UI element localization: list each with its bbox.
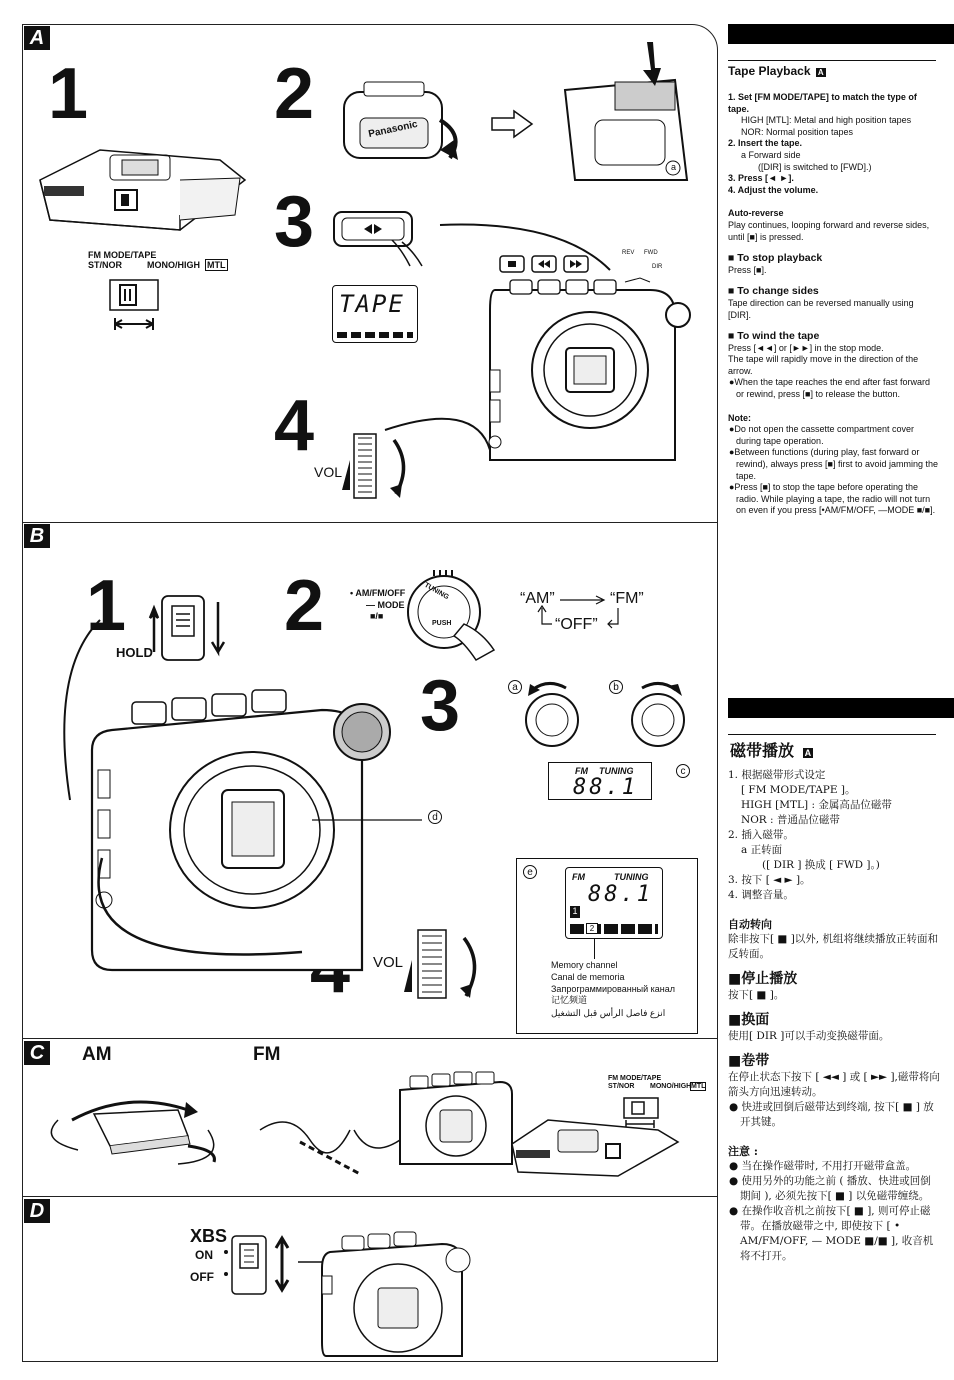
- am-rotate-illustration: [38, 1080, 228, 1170]
- english-header-bar: [728, 24, 954, 44]
- zh-note-1: ● 当在操作磁带时, 不用打开磁带盒盖。: [729, 1160, 917, 1172]
- step-a2-number: 2: [274, 54, 315, 134]
- step-b2-number: 2: [284, 566, 325, 646]
- xbs-label: XBS: [190, 1226, 228, 1246]
- step-b3-number: 3: [420, 666, 461, 746]
- en-auto-heading: Auto-reverse: [728, 208, 784, 219]
- memory-pointer: [594, 939, 595, 959]
- lcd-mem-bar: [570, 924, 658, 934]
- fm-mode-tape-label: FM MODE/TAPE: [88, 250, 157, 260]
- section-a-badge: A: [24, 26, 50, 50]
- mode-label: — MODE: [366, 600, 405, 610]
- step-a1-number: 1: [48, 54, 89, 134]
- en-note-heading: Note:: [728, 412, 751, 423]
- mono-high-label-c: MONO/HIGH: [650, 1083, 692, 1090]
- chinese-title-text: 磁带播放: [730, 741, 795, 760]
- volume-dial-a[interactable]: [340, 430, 420, 500]
- english-instructions: [728, 92, 938, 517]
- en-note-3: ●Press [■] to stop the tape before operating the radio. While playing a tape, the radio will not turn on even if you press [•AM/FM/OFF, —MODE ■/■].: [729, 482, 936, 516]
- zh-step2-a: a 正转面: [741, 844, 783, 856]
- volume-dial-b[interactable]: [402, 926, 492, 1002]
- zh-note-2: ● 使用另外的功能之前 ( 播放、快进或回倒期间 ), 必须先按下[ ■ ] 以免磁带缠绕。: [729, 1175, 931, 1202]
- divider-c-d: [22, 1196, 718, 1197]
- zh-step2-b: ([ DIR ] 换成 [ FWD ]。): [762, 859, 880, 871]
- callout-a-b: a: [508, 680, 522, 694]
- callout-d: d: [428, 810, 442, 824]
- memory-channel-box: [516, 858, 698, 1034]
- zh-step4: 4. 调整音量。: [728, 889, 794, 901]
- mono-high-label: MONO/HIGH: [147, 260, 200, 270]
- am-fm-off-label: • AM/FM/OFF: [350, 588, 406, 598]
- en-stop-heading: ■ To stop playback: [728, 252, 823, 265]
- divider-b-c: [22, 1038, 718, 1039]
- zh-wind-heading: ■卷带: [728, 1053, 770, 1069]
- tuning-text-b2: TUNING: [423, 581, 450, 602]
- zh-step1: 1. 根据磁带形式设定: [728, 769, 826, 781]
- fwd-label: FWD: [644, 250, 658, 256]
- memory-en: Memory channel: [551, 960, 618, 970]
- zh-stop-text: 按下[ ■ ]。: [728, 989, 785, 1001]
- zh-wind-text1: 在停止状态下按下 [ ◄◄ ] 或 [ ►► ],磁带将向箭头方向迅速转动。: [728, 1071, 940, 1098]
- english-title-rule: [728, 60, 936, 61]
- fm-mode-tape-label-c: FM MODE/TAPE: [608, 1075, 662, 1082]
- zh-step2: 2. 插入磁带。: [728, 829, 794, 841]
- lcd-fm-label-2: FM: [572, 872, 585, 882]
- chinese-title-rule: [728, 734, 936, 735]
- zh-auto-heading: 自动转向: [728, 918, 772, 931]
- english-title-text: Tape Playback: [728, 64, 811, 78]
- en-step2: 2. Insert the tape.: [728, 138, 803, 149]
- hold-arc-line: [40, 610, 110, 810]
- callout-a-tape: a: [671, 162, 677, 172]
- mode-cycle-arrows: [530, 596, 640, 636]
- fm-tuning-lcd: [548, 762, 652, 800]
- st-nor-label: ST/NOR: [88, 260, 123, 270]
- hold-switch-icon[interactable]: [148, 592, 238, 666]
- mtl-badge-c: MTL: [691, 1083, 706, 1090]
- en-note-2: ●Between functions (during play, fast forward or rewind), always press [■] first to avoid jamming the tape.: [729, 447, 939, 481]
- lcd-freq-1: 88.1: [573, 775, 638, 800]
- en-step4: 4. Adjust the volume.: [728, 184, 819, 195]
- en-step1-nor: NOR: Normal position tapes: [741, 126, 854, 137]
- section-b-badge: B: [24, 524, 50, 548]
- seq-am: “AM”: [520, 590, 555, 607]
- zh-step3: 3. 按下 [ ◄ ► ]。: [728, 874, 811, 886]
- zh-note-3: ● 在操作收音机之前按下[ ■ ], 则可停止磁带。在播放磁带之中, 即使按下 [ • AM/FM/OFF, — MODE ■/■ ], 收音机将不打开。: [729, 1205, 934, 1262]
- lcd-mem-2: 2: [586, 923, 598, 934]
- lcd-freq-2: 88.1: [588, 882, 653, 907]
- fm-earphone-illustration: [250, 1070, 520, 1180]
- en-step3: 3. Press [◄ ►].: [728, 173, 794, 184]
- callout-c: c: [676, 764, 690, 778]
- zh-sides-heading: ■换面: [728, 1012, 770, 1028]
- lcd-fm-label-1: FM: [575, 766, 588, 776]
- english-title-badge: A: [817, 68, 824, 77]
- en-step2-b: ([DIR] is switched to [FWD].): [758, 161, 872, 172]
- radio-body-illustration: [72, 670, 412, 990]
- memory-ar: انزع فاصل الرأس قبل التشغيل: [551, 1008, 666, 1018]
- vol-label-a: VOL: [314, 464, 343, 480]
- dir-label: DIR: [652, 264, 663, 270]
- step-a3-number: 3: [274, 182, 315, 262]
- st-nor-label-c: ST/NOR: [608, 1083, 635, 1090]
- callout-e: e: [523, 865, 537, 879]
- en-sides-text: Tape direction can be reversed manually using [DIR].: [728, 297, 914, 320]
- en-wind-text3: ●When the tape reaches the end after fast forward or rewind, press [■] to release the button.: [729, 377, 931, 400]
- insert-tape-illustration: [555, 40, 695, 180]
- en-wind-heading: ■ To wind the tape: [728, 330, 820, 343]
- push-text-b2: PUSH: [432, 620, 452, 627]
- mode-keys-label: ■/■: [370, 611, 384, 621]
- am-heading: AM: [82, 1044, 112, 1065]
- tuning-dials-illustration[interactable]: [518, 676, 698, 756]
- xbs-on-label: ON: [195, 1248, 213, 1262]
- zh-step1-nor: NOR : 普通品位磁带: [741, 814, 840, 826]
- english-title: [728, 64, 826, 78]
- en-step1-high: HIGH [MTL]: Metal and high position tapes: [741, 115, 912, 126]
- tape-lcd: [332, 285, 418, 343]
- tuning-knob-push-illustration[interactable]: [404, 572, 514, 662]
- play-button-illustration[interactable]: [332, 210, 442, 270]
- tape-lcd-text: TAPE: [339, 290, 405, 318]
- lcd-mem-1: 1: [570, 906, 580, 918]
- step-a4-number: 4: [274, 386, 315, 466]
- zh-note-heading: 注意 :: [728, 1145, 758, 1158]
- vol-label-b: VOL: [373, 954, 404, 971]
- chinese-title-badge: A: [804, 748, 812, 758]
- hold-label: HOLD: [116, 645, 153, 660]
- en-auto-text: Play continues, looping forward and reverse sides, until [■] is pressed.: [728, 219, 930, 242]
- open-player-switch-illustration[interactable]: [508, 1094, 698, 1184]
- en-step2-a: a Forward side: [741, 149, 801, 160]
- brand-logo: Panasonic: [367, 118, 419, 141]
- chinese-instructions: [728, 768, 940, 1264]
- seq-off: “OFF”: [555, 616, 598, 633]
- section-d-badge: D: [24, 1199, 50, 1223]
- zh-auto-text: 除非按下[ ■ ]以外, 机组将继续播放正转面和反转面。: [728, 933, 938, 960]
- zh-sides-text: 使用[ DIR ]可以手动变换磁带面。: [728, 1030, 890, 1042]
- memory-channel-text: [551, 959, 675, 1019]
- xbs-switch-illustration[interactable]: [222, 1232, 482, 1362]
- chinese-title: [730, 738, 813, 761]
- zh-step1-high: HIGH [MTL] : 金属高品位磁带: [741, 799, 892, 811]
- open-player-illustration: [30, 120, 250, 250]
- divider-a-b: [22, 522, 718, 523]
- memory-zh: 记忆频道: [551, 996, 588, 1006]
- callout-b-b: b: [609, 680, 623, 694]
- en-sides-heading: ■ To change sides: [728, 285, 819, 298]
- seq-fm: “FM”: [610, 590, 644, 607]
- en-step1: 1. Set [FM MODE/TAPE] to match the type of tape.: [728, 92, 917, 114]
- section-c-badge: C: [24, 1041, 50, 1065]
- chinese-header-bar: [728, 698, 954, 718]
- zh-step1-b: [ FM MODE/TAPE ]。: [741, 784, 856, 796]
- zh-stop-heading: ■停止播放: [728, 971, 798, 987]
- memory-es: Canal de memoria: [551, 972, 625, 982]
- mtl-badge: MTL: [207, 260, 226, 270]
- memory-ru: Запрограммированный канал: [551, 984, 676, 994]
- zh-wind-text2: ● 快进或回倒后磁带达到终端, 按下[ ■ ] 放开其键。: [729, 1101, 934, 1128]
- en-wind-text1: Press [◄◄] or [►►] in the stop mode.: [728, 342, 884, 353]
- xbs-off-label: OFF: [190, 1270, 214, 1284]
- en-stop-text: Press [■].: [728, 264, 767, 275]
- lcd-segments: [337, 332, 413, 338]
- tape-switch-icon[interactable]: [110, 280, 160, 330]
- rev-label: REV: [622, 250, 635, 256]
- fm-heading: FM: [253, 1044, 281, 1065]
- memory-lcd: [565, 867, 663, 939]
- lcd-tuning-label-2: TUNING: [614, 872, 649, 882]
- en-note-1: ●Do not open the cassette compartment cover during tape operation.: [729, 424, 915, 446]
- en-wind-text2: The tape will rapidly move in the direction of the arrow.: [728, 354, 919, 376]
- player-front-illustration: [440, 220, 700, 470]
- step-b1-number: 1: [86, 566, 127, 646]
- arrow-right-icon: [490, 110, 535, 140]
- lcd-tuning-label-1: TUNING: [599, 766, 634, 776]
